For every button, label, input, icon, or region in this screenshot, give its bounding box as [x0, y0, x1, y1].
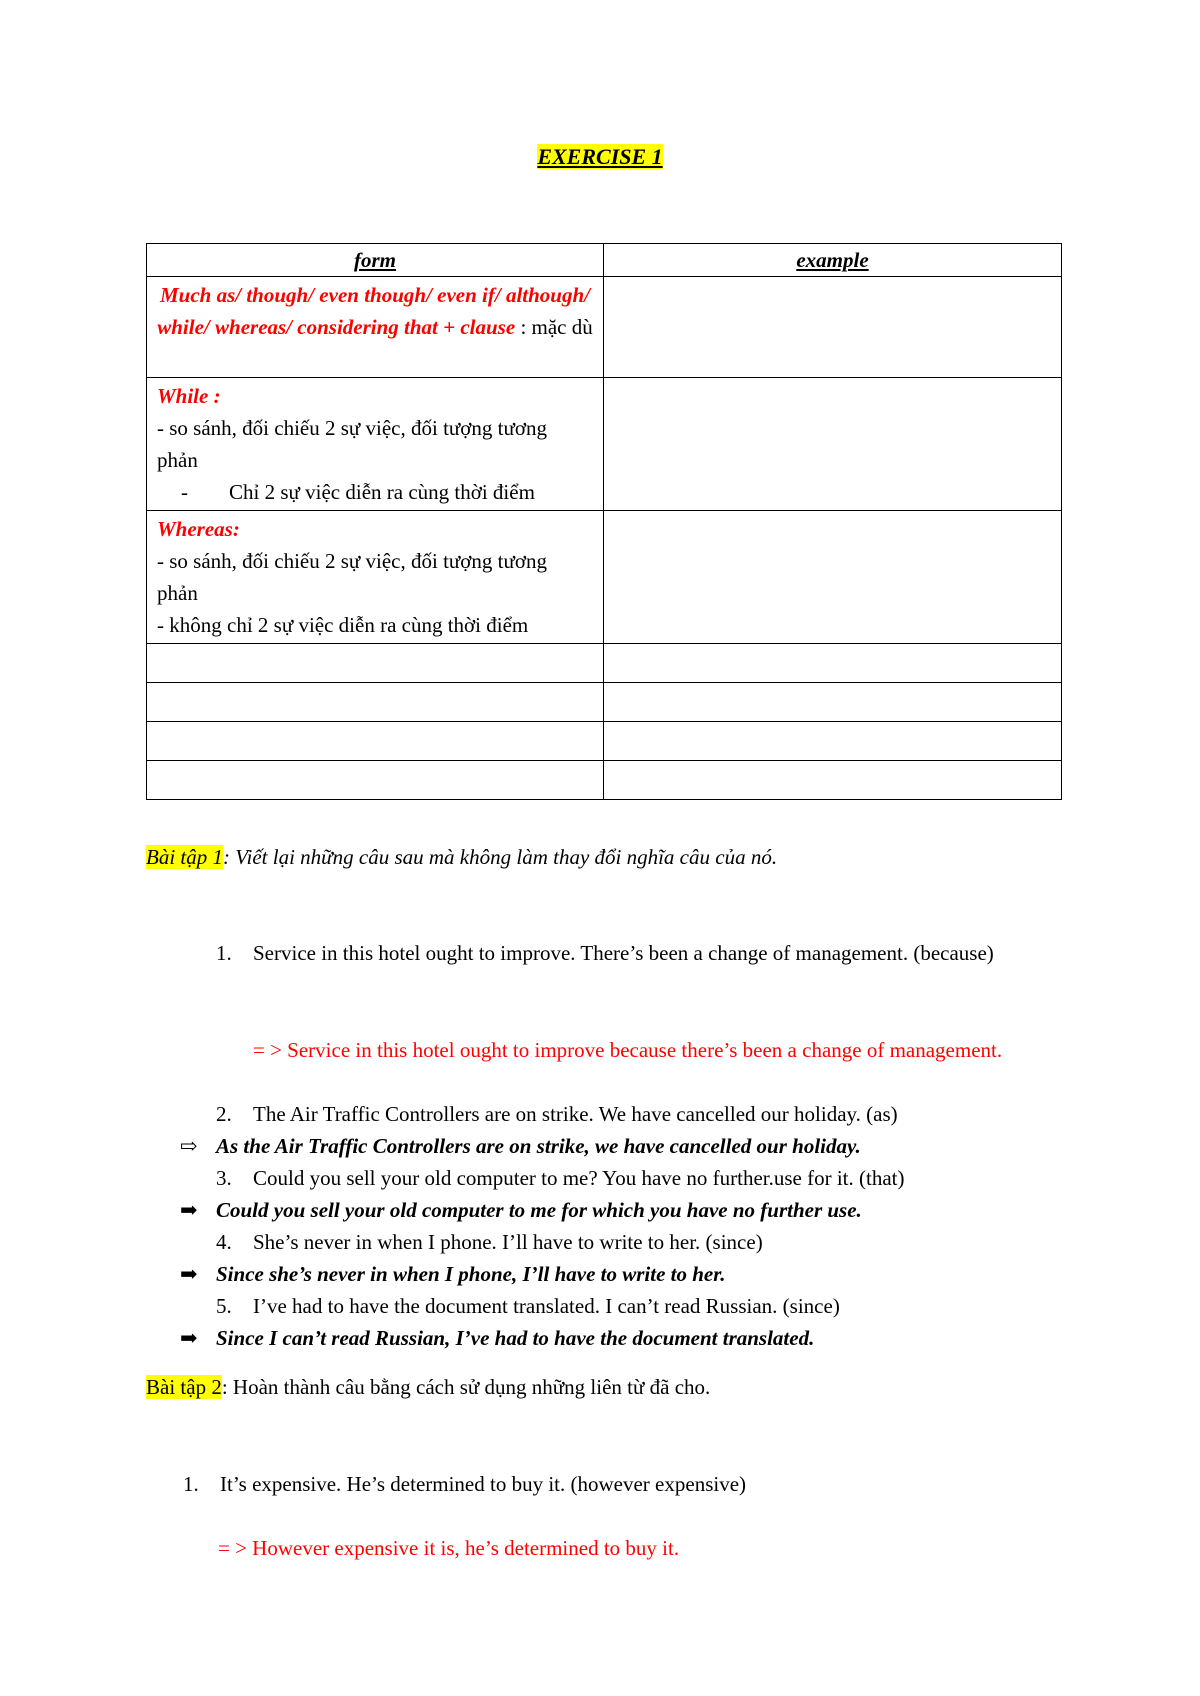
exercise-title: EXERCISE 1 [537, 144, 663, 169]
example-cell [604, 511, 1062, 644]
form-cell [147, 511, 604, 644]
table-row [147, 378, 1062, 511]
answer-line: ⇨ As the Air Traffic Controllers are on strike, we have cancelled our holiday. [180, 1130, 1100, 1162]
list-item: 4. She’s never in when I phone. I’ll have to write to her. (since) [216, 1230, 763, 1254]
exercise-1-heading: Bài tập 1: Viết lại những câu sau mà không làm thay đổi nghĩa câu của nó. [146, 845, 778, 869]
arrow-icon: ➡ [180, 1262, 198, 1286]
while-term: While : [157, 384, 221, 408]
list-item: 2. The Air Traffic Controllers are on strike. We have cancelled our holiday. (as) [216, 1102, 898, 1126]
conjunction-list: Much as/ though/ even though/ even if/ although/ while/ whereas/ considering that + clause [157, 283, 590, 339]
table-row [147, 511, 1062, 644]
dash-bullet: - [181, 480, 188, 504]
answer-line: = > However expensive it is, he’s determined to buy it. [218, 1536, 680, 1560]
list-item: 1. Service in this hotel ought to improve. There’s been a change of management. (because) [216, 941, 994, 965]
header-form: form [147, 244, 604, 277]
list-item: 3. Could you sell your old computer to me? You have no further.use for it. (that) [216, 1166, 905, 1190]
answer-line: = > Service in this hotel ought to improve because there’s been a change of management. [253, 1038, 1003, 1062]
while-desc-2: - Chỉ 2 sự việc diễn ra cùng thời điểm [157, 476, 593, 508]
example-cell [604, 277, 1062, 378]
table-row [147, 722, 1062, 761]
form-example-table [146, 243, 1062, 800]
table-row [147, 644, 1062, 683]
list-item: 5. I’ve had to have the document translated. I can’t read Russian. (since) [216, 1294, 840, 1318]
whereas-desc-1: - so sánh, đối chiếu 2 sự việc, đối tượng tương phản [157, 549, 547, 605]
table-row [147, 683, 1062, 722]
while-desc-1: - so sánh, đối chiếu 2 sự việc, đối tượng tương phản [157, 416, 547, 472]
table-row [147, 761, 1062, 800]
header-example: example [604, 244, 1062, 277]
answer-line: ➡ Since I can’t read Russian, I’ve had to have the document translated. [180, 1322, 1100, 1354]
exercise-2-heading: Bài tập 2: Hoàn thành câu bằng cách sử dụng những liên từ đã cho. [146, 1375, 711, 1399]
answer-line: ➡ Since she’s never in when I phone, I’ll have to write to her. [180, 1258, 1100, 1290]
whereas-term: Whereas: [157, 517, 240, 541]
answer-line: ➡ Could you sell your old computer to me for which you have no further use. [180, 1194, 1100, 1226]
list-item: 1. It’s expensive. He’s determined to buy it. (however expensive) [183, 1472, 747, 1496]
form-cell [147, 378, 604, 511]
arrow-icon: ⇨ [180, 1134, 198, 1158]
example-cell [604, 378, 1062, 511]
form-cell [147, 277, 604, 378]
whereas-desc-2: - không chỉ 2 sự việc diễn ra cùng thời điểm [157, 613, 529, 637]
arrow-icon: ➡ [180, 1198, 198, 1222]
meaning-text: : mặc dù [515, 315, 593, 339]
table-row [147, 277, 1062, 378]
arrow-icon: ➡ [180, 1326, 198, 1350]
